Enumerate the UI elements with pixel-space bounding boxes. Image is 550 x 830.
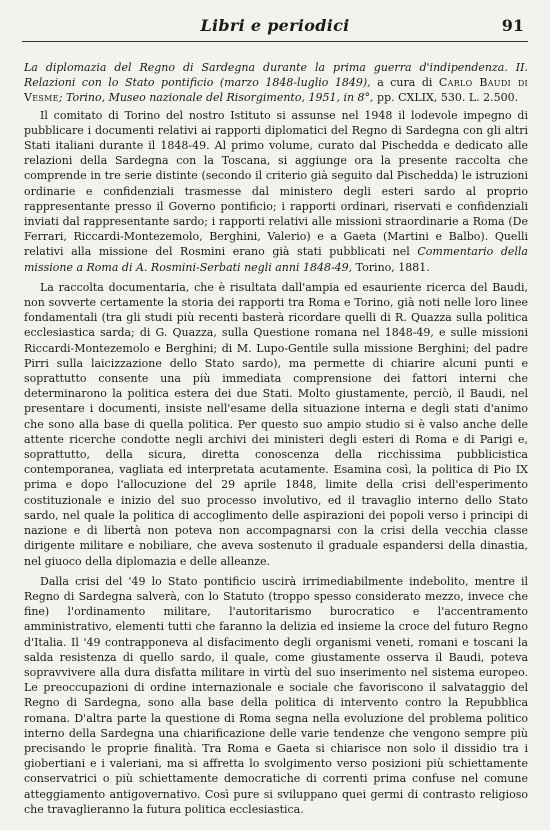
paragraph-2: La raccolta documentaria, che è risultata dall'ampia ed esauriente ricerca del Baudi, non sovverte certamente la storia dei rapporti tra Roma e Torino, già noti nelle loro linee fondamentali (tra gli studi più recenti basterà ricordare quelli di R. Quazza sulla politica ecclesiastica sarda; di G. Quazza, sulla Questione romana nel 1848-49, e sulle missioni Riccardi-Montezemolo e Berghini; di M. Lupo-Gentile sulla missione Berghini; del padre Pirri sulla laicizzazione dello Stato sardo), ma permette di chiarire alcuni punti e soprattutto consente una più immediata comprensione dei fattori interni che determinarono la politica estera dei due Stati. Molto giustamente, perciò, il Baudi, nel presentare i documenti, insiste nell'esame della situazione interna e degli stati d'animo che sono alla base di quella politica. Per questo suo ampio studio si è valso anche delle attente ricerche condotte negli archivi dei ministeri degli esteri di Roma e di Parigi e, soprattutto, della sicura, diretta conoscenza della ricchissima pubblicistica contemporanea, vagliata ed interpretata acutamente. Esamina così, la politica di Pio IX prima e dopo l'allocuzione del 29 aprile 1848, limite della crisi dell'esperimento costituzionale e inizio del suo processo involutivo, ed il travaglio interno dello Stato sardo, nel quale la politica di accoglimento delle aspirazioni dei popoli verso i principi di nazione e di libertà non poteva non accompagnarsi con la crisi della vecchia classe dirigente militare e nobiliare, che aveva sostenuto il graduale espandersi della dinastia, nel giuoco della diplomazia e delle alleanze. <box>24 280 528 568</box>
page-number: 91 <box>501 16 524 35</box>
page-header <box>0 16 550 36</box>
book-title: La diplomazia del Regno di Sardegna durante la prima guerra d'indipendenza. II. Relazioni con lo Stato pontificio (marzo 1848-luglio 1849), <box>24 61 528 90</box>
paragraph-1 <box>24 108 528 275</box>
paragraph-1-text: Il comitato di Torino del nostro Istituto si assunse nel 1948 il lodevole impegno di pubblicare i documenti relativi ai rapporti diplomatici del Regno di Sardegna con gli altri Stati italiani durante il 1848-49. Al primo volume, curato dal Pischedda e dedicato alle relazioni della Sardegna con la Toscana, si aggiunge ora la presente raccolta che comprende in tre serie distinte (secondo il criterio già seguito dal Pischedda) le istruzioni ordinarie e confidenziali trasmesse dal ministero degli esteri sardo al proprio rappresentante presso il Governo pontificio; i rapporti ordinari, riservati e confidenziali inviati dal rappresentante sardo; i rapporti relativi alle missioni straordinarie a Roma (De Ferrari, Riccardi-Montezemolo, Berghini, Valerio) e a Gaeta (Martini e Balbo). Quelli relativi alla missione del Rosmini erano già stati pubblicati nel <box>24 108 528 259</box>
book-pages-price: pp. CXLIX, 530. L. 2.500. <box>373 91 519 105</box>
paragraph-3: Dalla crisi del '49 lo Stato pontificio uscirà irrimediabilmente indebolito, mentre il Regno di Sardegna salverà, con lo Statuto (troppo spesso considerato mezzo, invece che fine) l'ordinamento militare, l'autoritarismo burocratico e l'accentramento amministrativo, elementi tutti che faranno la delizia ed insieme la croce del futuro Regno d'Italia. Il '49 contrapponeva al disfacimento degli organismi veneti, romani e toscani la salda resistenza di quello sardo, il quale, come giustamente osserva il Baudi, poteva sopravvivere alla dura disfatta militare in virtù del suo inserimento nel sistema europeo. Le preoccupazioni di ordine internazionale e sociale che favoriscono il salvataggio del Regno di Sardegna, sono alla base della politica di intervento contro la Repubblica romana. D'altra parte la questione di Roma segna nella evoluzione del problema politico interno della Sardegna una chiarificazione delle varie tendenze che vengono sempre più precisando le proprie finalità. Tra Roma e Gaeta si chiarisce non solo il dissidio tra i giobertiani e i valeriani, ma si affretta lo svolgimento verso posizioni più schiettamente conservatrici o più schiettamente democratiche di correnti prima confuse nel comune atteggiamento antigovernativo. Così pure si sviluppano quei germi di contrasto religioso che travaglieranno la futura politica ecclesiastica. <box>24 574 528 816</box>
book-editor: Carlo Baudi di Vesme <box>24 76 528 105</box>
paragraph-1-end: Torino, 1881. <box>352 260 430 274</box>
book-publication: ; Torino, Museo nazionale del Risorgimento, 1951, in 8°, <box>58 91 374 105</box>
running-title: Libri e periodici <box>200 16 350 35</box>
header-rule <box>22 41 528 42</box>
editor-prefix: a cura di <box>370 76 439 90</box>
article-body <box>24 60 528 817</box>
bibliographic-entry <box>24 60 528 106</box>
commentario-title: Commentario della missione a Roma di A. Rosmini-Serbati negli anni 1848-49, <box>24 245 528 274</box>
